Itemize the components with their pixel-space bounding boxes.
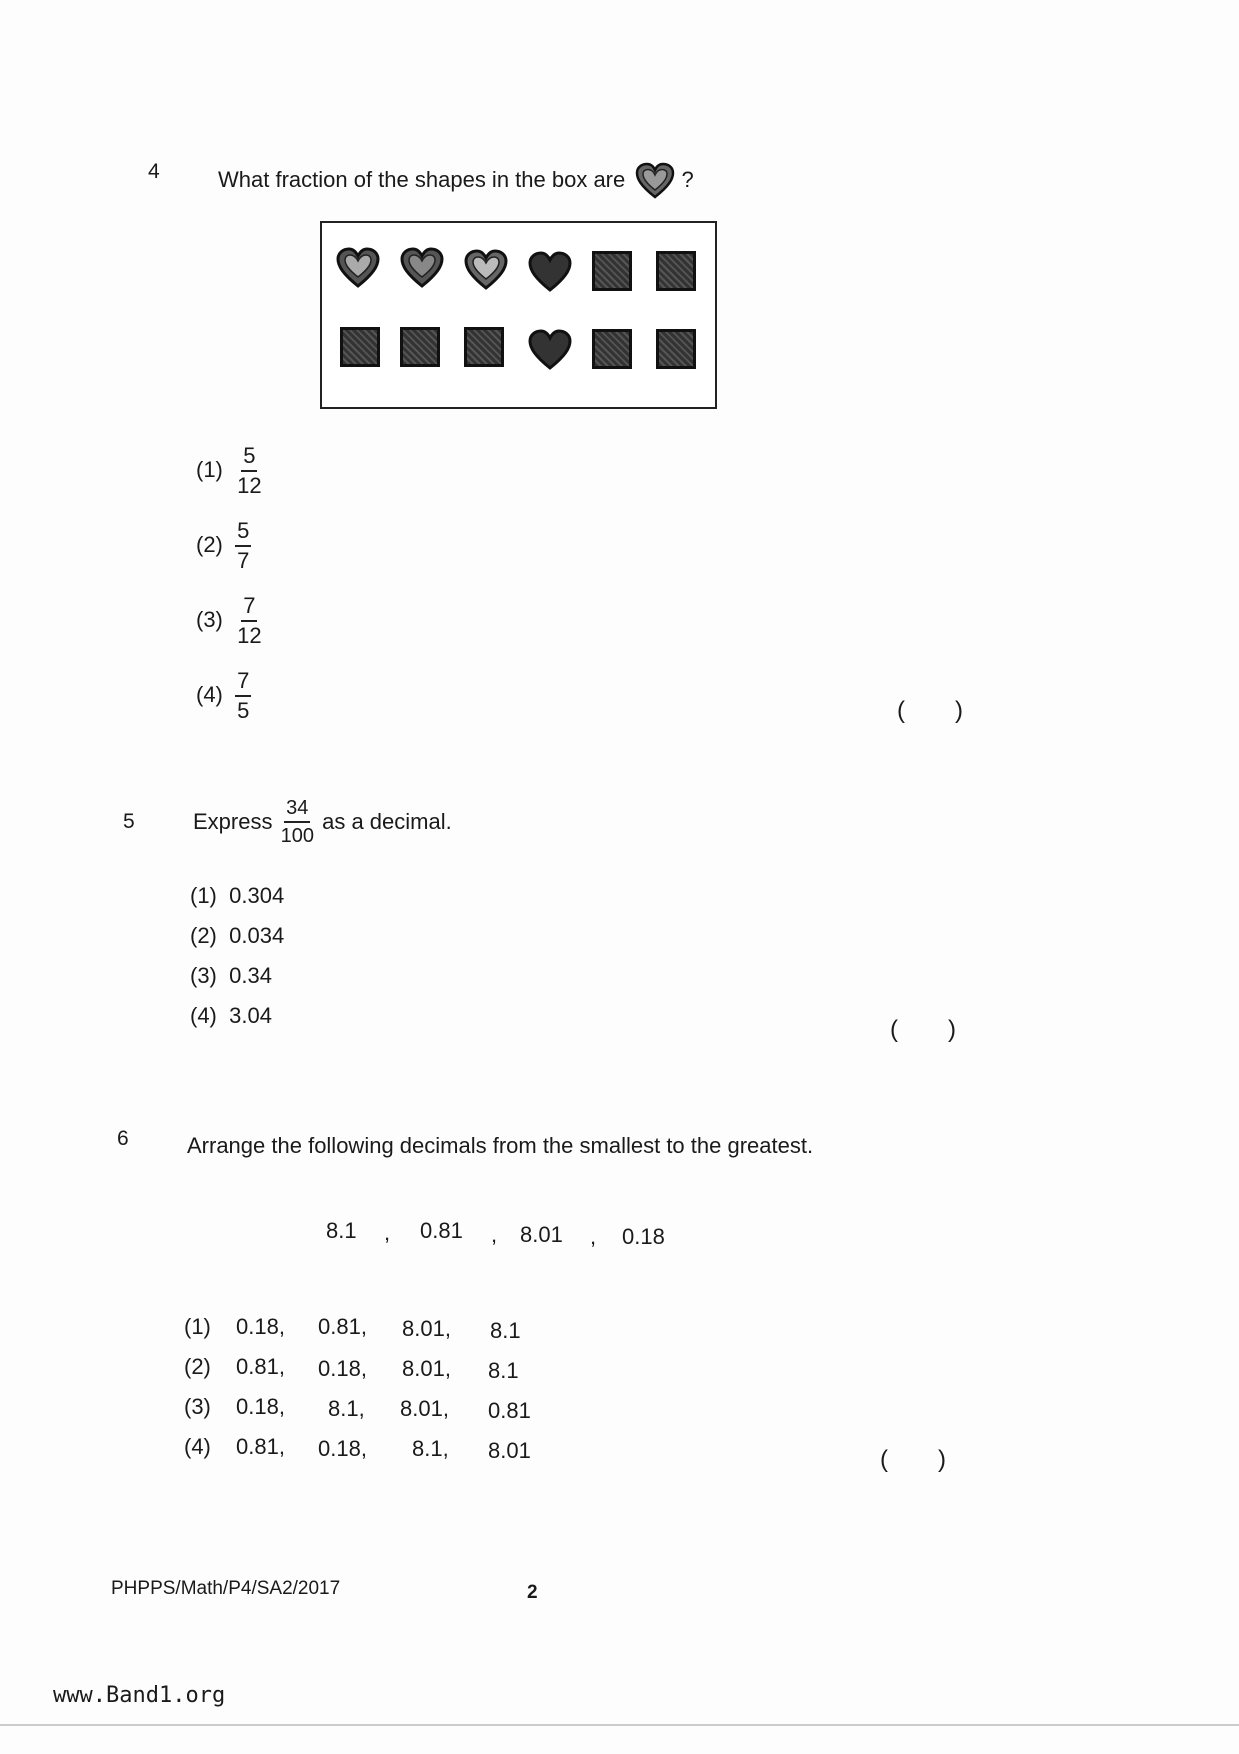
- q5-number: 5: [123, 810, 135, 833]
- option-value: 0.81: [488, 1398, 531, 1423]
- q5-option-1[interactable]: [190, 883, 284, 909]
- option-value: 0.34: [229, 963, 272, 988]
- page-number: 2: [527, 1582, 538, 1603]
- option-value: 8.01,: [402, 1316, 451, 1341]
- option-value: 0.81,: [236, 1434, 285, 1459]
- square-icon: [340, 327, 380, 367]
- q5-question-text: [193, 798, 452, 846]
- numerator: 5: [241, 445, 257, 472]
- fraction: [235, 445, 263, 497]
- q6-sequence-separator: ,: [590, 1224, 597, 1249]
- option-label: (1): [196, 456, 223, 482]
- option-label: (2): [196, 531, 223, 557]
- option-value: 8.01,: [402, 1356, 451, 1381]
- paper-code: PHPPS/Math/P4/SA2/2017: [111, 1578, 341, 1599]
- option-label: (1): [190, 883, 217, 908]
- denominator: 12: [237, 623, 262, 648]
- q5-option-4[interactable]: [190, 1003, 272, 1029]
- numerator: 34: [284, 798, 310, 823]
- option-value: 8.1,: [412, 1436, 449, 1461]
- heart-icon: [400, 247, 444, 291]
- shapes-box: [320, 221, 717, 409]
- option-value: 3.04: [229, 1003, 272, 1028]
- option-value: 0.304: [229, 883, 285, 908]
- option-value: 8.01: [488, 1438, 531, 1463]
- q4-option-2[interactable]: [196, 520, 251, 572]
- q5-text-after: as a decimal.: [322, 809, 452, 834]
- option-value: 8.1: [488, 1358, 519, 1383]
- heart-icon: [528, 329, 572, 373]
- heart-icon: [336, 247, 380, 291]
- q6-sequence-item: 8.1: [326, 1218, 357, 1243]
- bottom-rule: [0, 1724, 1239, 1726]
- option-label: (1): [184, 1314, 211, 1339]
- option-value: 8.01,: [400, 1396, 449, 1421]
- option-label: (4): [184, 1434, 211, 1459]
- fraction: [279, 798, 316, 846]
- square-icon: [656, 251, 696, 291]
- option-label: (4): [190, 1003, 217, 1028]
- square-icon: [400, 327, 440, 367]
- q4-option-3[interactable]: [196, 595, 264, 647]
- option-label: (4): [196, 681, 223, 707]
- q5-option-2[interactable]: [190, 923, 284, 949]
- option-label: (3): [184, 1394, 211, 1419]
- q4-question-mark: ?: [681, 166, 694, 192]
- option-value: 8.1,: [328, 1396, 365, 1421]
- square-icon: [592, 251, 632, 291]
- q6-sequence-separator: ,: [491, 1222, 498, 1247]
- answer-close-paren: ): [938, 1446, 946, 1473]
- square-icon: [592, 329, 632, 369]
- q4-question-label: What fraction of the shapes in the box are: [218, 166, 626, 192]
- q6-answer-box[interactable]: [880, 1446, 946, 1474]
- option-value: 0.81,: [236, 1354, 285, 1379]
- option-label: (2): [184, 1354, 211, 1379]
- option-value: 0.034: [229, 923, 285, 948]
- fraction: [235, 595, 263, 647]
- option-value: 0.18,: [236, 1314, 285, 1339]
- option-value: 0.81,: [318, 1314, 367, 1339]
- option-value: 0.18,: [318, 1356, 367, 1381]
- answer-close-paren: ): [955, 697, 963, 724]
- answer-open-paren: (: [897, 697, 905, 724]
- q5-answer-box[interactable]: [890, 1016, 956, 1044]
- q4-question-text: [218, 162, 694, 200]
- option-label: (2): [190, 923, 217, 948]
- denominator: 7: [237, 548, 250, 573]
- option-label: (3): [196, 606, 223, 632]
- option-value: 0.18,: [236, 1394, 285, 1419]
- option-label: (3): [190, 963, 217, 988]
- fraction: [235, 670, 251, 722]
- q4-answer-box[interactable]: [897, 697, 963, 725]
- q4-option-4[interactable]: [196, 670, 251, 722]
- q5-option-3[interactable]: [190, 963, 272, 989]
- denominator: 5: [237, 698, 250, 723]
- square-icon: [656, 329, 696, 369]
- q6-number: 6: [117, 1127, 129, 1150]
- option-value: 0.18,: [318, 1436, 367, 1461]
- numerator: 5: [235, 520, 251, 547]
- q6-sequence-item: 0.18: [622, 1224, 665, 1249]
- q5-text-before: Express: [193, 809, 273, 834]
- q6-sequence-item: 8.01: [520, 1222, 563, 1247]
- heart-icon: [528, 251, 572, 295]
- numerator: 7: [235, 670, 251, 697]
- q6-sequence-item: 0.81: [420, 1218, 463, 1243]
- answer-close-paren: ): [948, 1016, 956, 1043]
- answer-open-paren: (: [880, 1446, 888, 1473]
- denominator: 12: [237, 473, 262, 498]
- q4-number: 4: [148, 160, 160, 183]
- heart-icon: [635, 162, 675, 200]
- denominator: 100: [280, 825, 314, 847]
- square-icon: [464, 327, 504, 367]
- fraction: [235, 520, 251, 572]
- q6-question-text: Arrange the following decimals from the smallest to the greatest.: [187, 1133, 814, 1158]
- q4-option-1[interactable]: [196, 445, 264, 497]
- q6-sequence-separator: ,: [384, 1220, 391, 1245]
- site-watermark: www.Band1.org: [53, 1683, 226, 1708]
- option-value: 8.1: [490, 1318, 521, 1343]
- answer-open-paren: (: [890, 1016, 898, 1043]
- heart-icon: [464, 249, 508, 293]
- numerator: 7: [241, 595, 257, 622]
